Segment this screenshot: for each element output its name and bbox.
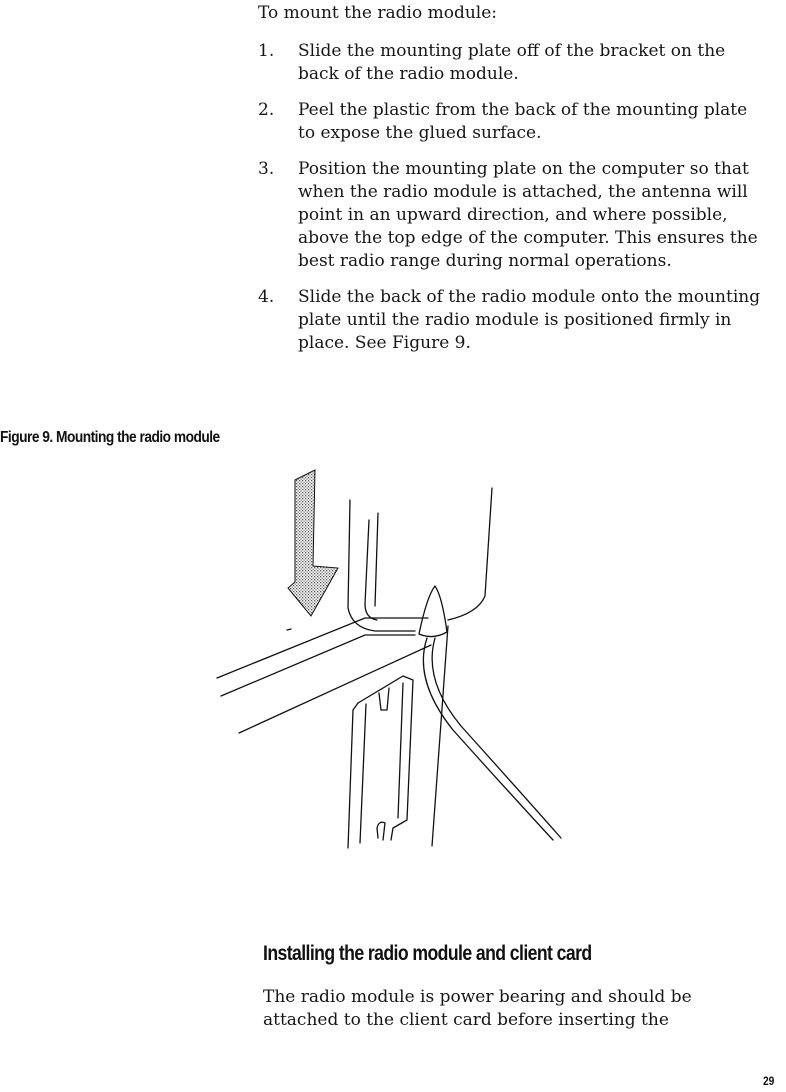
step-text: Slide the back of the radio module onto the mounting plate until the radio module is positioned firmly in place. See Figure 9. bbox=[298, 287, 761, 353]
step-text: Peel the plastic from the back of the mounting plate to expose the glued surface. bbox=[298, 100, 748, 143]
antenna-cable bbox=[432, 638, 561, 838]
step-text: Slide the mounting plate off of the bracket on the back of the radio module. bbox=[298, 41, 726, 84]
mounting-slot bbox=[358, 676, 413, 840]
mounting-slot bbox=[379, 688, 389, 710]
radio-module bbox=[448, 488, 492, 620]
procedure-intro: To mount the radio module: bbox=[258, 3, 498, 23]
figure-caption: Figure 9. Mounting the radio module bbox=[0, 429, 220, 446]
down-arrow-icon bbox=[288, 470, 338, 616]
section-heading: Installing the radio module and client card bbox=[263, 942, 592, 965]
antenna-cap bbox=[419, 586, 447, 637]
radio-module bbox=[348, 500, 415, 631]
step-number: 4. bbox=[258, 287, 275, 307]
small-mark bbox=[287, 629, 291, 630]
mounting-slot bbox=[398, 683, 403, 818]
step-number: 2. bbox=[258, 100, 275, 120]
step-text: Position the mounting plate on the computer so that when the radio module is attached, the antenna will point in an upward direction, and where possible, above the top edge of the computer. This ensures the best radio range during normal operations. bbox=[298, 159, 758, 271]
step-item bbox=[258, 286, 768, 355]
step-item bbox=[258, 158, 768, 273]
step-item bbox=[258, 99, 768, 145]
mounting-slot bbox=[348, 703, 358, 848]
step-item bbox=[258, 40, 768, 86]
procedure-steps bbox=[258, 40, 768, 368]
section-body: The radio module is power bearing and should be attached to the client card before inserting the bbox=[263, 987, 692, 1030]
page-number: 29 bbox=[762, 1074, 774, 1088]
mounting-illustration bbox=[215, 468, 575, 858]
computer-side-line bbox=[432, 626, 448, 846]
mounting-slot bbox=[377, 822, 385, 840]
step-number: 1. bbox=[258, 41, 275, 61]
mounting-slot bbox=[360, 704, 366, 843]
step-number: 3. bbox=[258, 159, 275, 179]
computer-edge-line bbox=[217, 618, 428, 678]
radio-module bbox=[375, 513, 378, 606]
antenna-cable bbox=[423, 638, 553, 840]
